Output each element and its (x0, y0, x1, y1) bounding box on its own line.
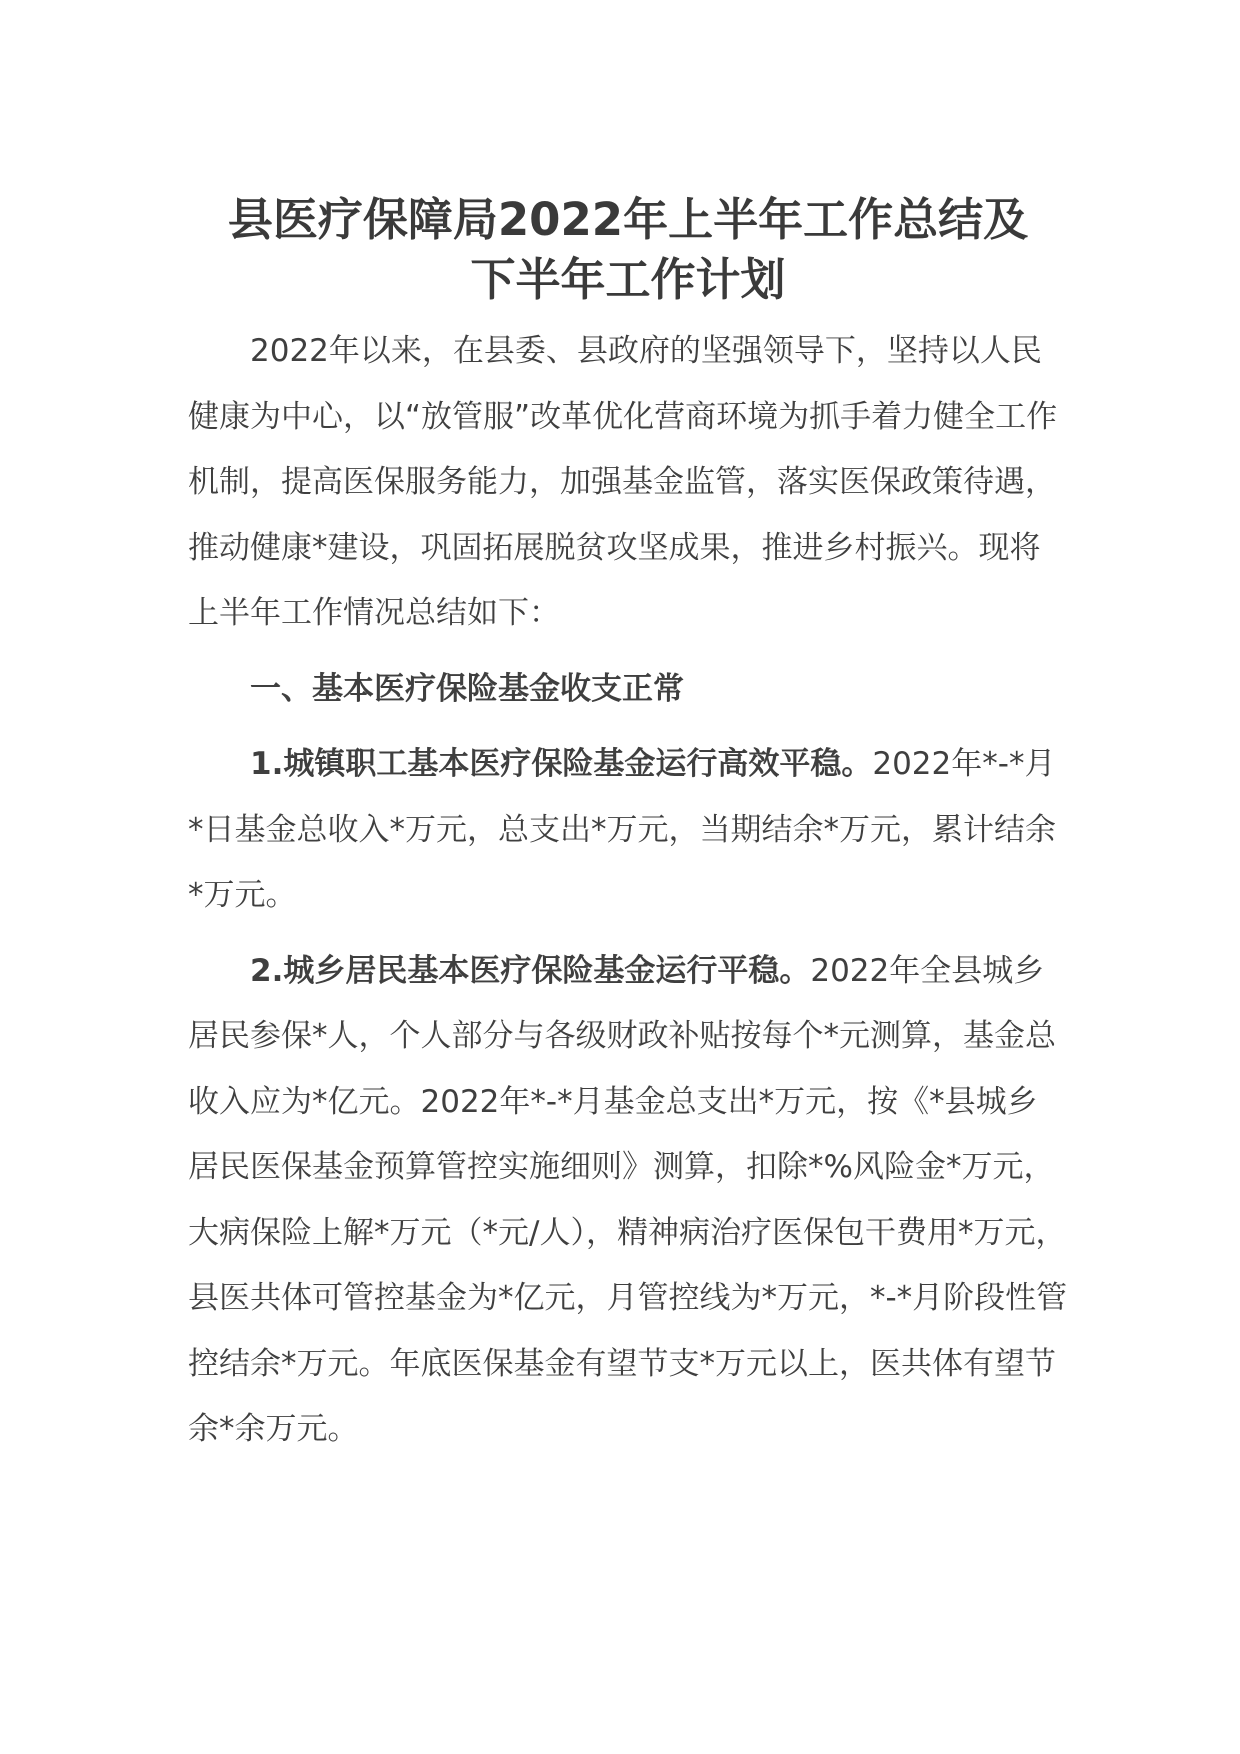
item-1-lead: 1.城镇职工基本医疗保险基金运行高效平稳。 (250, 746, 873, 782)
item-2-lead: 2.城乡居民基本医疗保险基金运行平稳。 (250, 952, 811, 989)
title-line-1: 县医疗保障局2022年上半年工作总结及 (227, 193, 1029, 246)
title-line-2: 下半年工作计划 (470, 253, 786, 306)
document-title (188, 190, 1068, 310)
section-1-heading: 一、基本医疗保险基金收支正常 (250, 670, 684, 707)
item-1-text: 2022年*-*月*日基金总收入*万元，总支出*万元，当期结余*万元，累计结余*万元。 (188, 746, 1056, 913)
document-page (188, 190, 1068, 1463)
intro-paragraph: 2022年以来，在县委、县政府的坚强领导下，坚持以人民健康为中心，以“放管服”改革优化营商环境为抓手着力健全工作机制，提高医保服务能力，加强基金监管，落实医保政策待遇，推动健康*建设，巩固拓展脱贫攻坚成果，推进乡村振兴。现将上半年工作情况总结如下： (188, 333, 1058, 631)
item-1-paragraph (188, 732, 1068, 929)
item-2-text: 2022年全县城乡居民参保*人，个人部分与各级财政补贴按每个*元测算，基金总收入应为*亿元。2022年*-*月基金总支出*万元，按《*县城乡居民医保基金预算管控实施细则》测算，扣除*%风险金*万元，大病保险上解*万元（*元/人），精神病治疗医保包干费用*万元，县医共体可管控基金为*亿元，月管控线为*万元，*-*月阶段性管控结余*万元。年底医保基金有望节支*万元以上，医共体有望节余*余万元。 (188, 952, 1068, 1447)
item-2-paragraph (188, 939, 1068, 1463)
